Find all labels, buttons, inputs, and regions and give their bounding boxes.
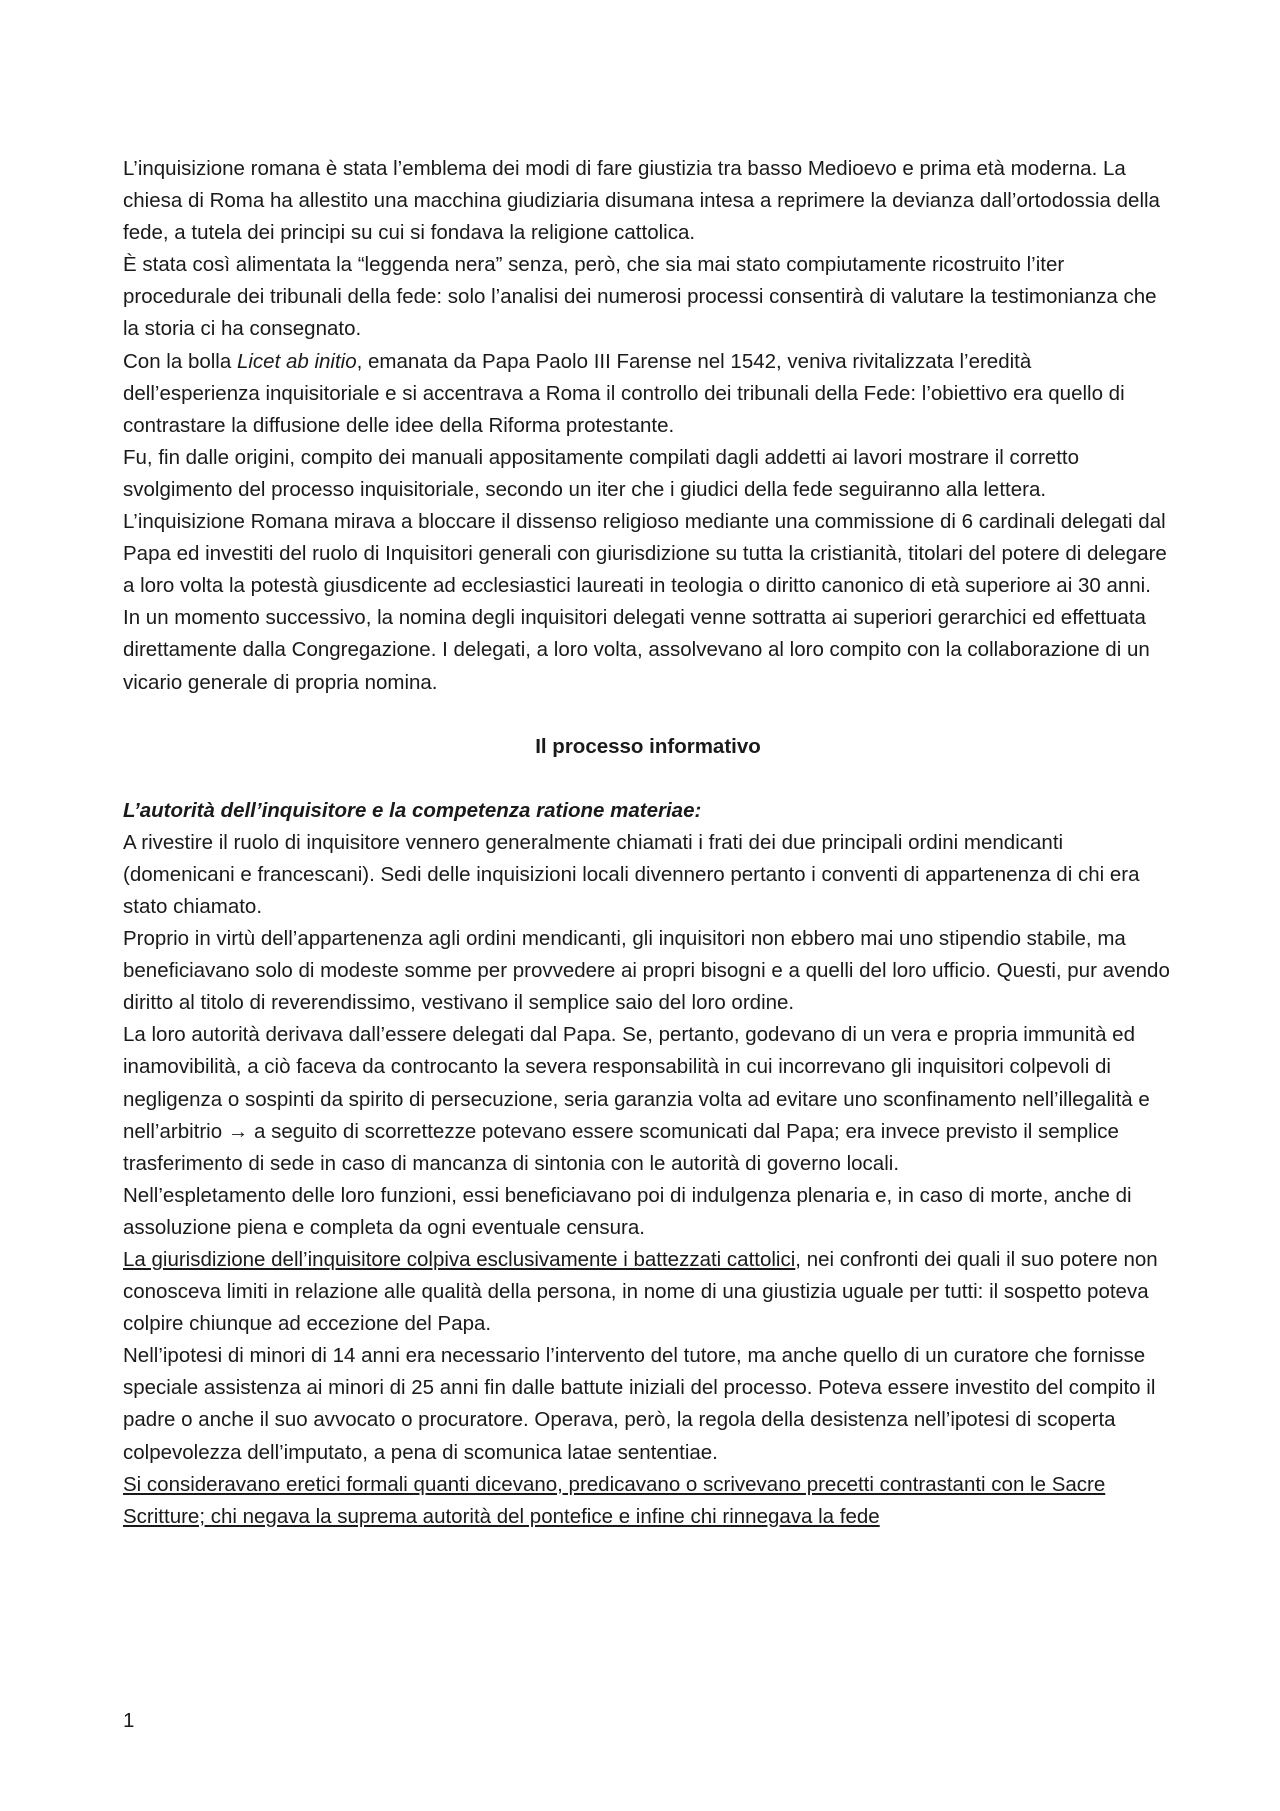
bull-title: Licet ab initio — [236, 349, 357, 373]
paragraph-intro-3: Con la bolla Licet ab initio, emanata da Papa Paolo III Farense nel 1542, veniva rivitalizzata l’eredità dell’esperienza inquisitoriale e si accentrava a Roma il controllo dei tribunali della Fede: l’obiettivo era quello di contrastare la diffusione delle idee della Riforma protestante. — [123, 349, 1125, 437]
paragraph-body-4: Nell’espletamento delle loro funzioni, essi beneficiavano poi di indulgenza plenaria e, in caso di morte, anche di assoluzione piena e completa da ogni eventuale censura. — [123, 1183, 1132, 1239]
page-number: 1 — [123, 1709, 135, 1732]
paragraph-intro-5: L’inquisizione Romana mirava a bloccare il dissenso religioso mediante una commissione di 6 cardinali delegati dal Papa ed investiti del ruolo di Inquisitori generali con giurisdizione su tutta la cristianità, titolari del potere di delegare a loro volta la potestà giusdicente ad ecclesiastici laureati in teologia o diritto canonico di età superiore ai 30 anni. — [123, 510, 1167, 598]
section-heading: Il processo informativo — [535, 734, 761, 758]
paragraph-intro-2: È stata così alimentata la “leggenda nera” senza, però, che sia mai stato compiutamente ricostruito l’iter procedurale dei tribunali della fede: solo l’analisi dei numerosi processi consentirà di valutare la testimonianza che la storia ci ha consegnato. — [123, 253, 1157, 341]
paragraph-body-2: Proprio in virtù dell’appartenenza agli ordini mendicanti, gli inquisitori non ebbero mai uno stipendio stabile, ma beneficiavano solo di modeste somme per provvedere ai propri bisogni e a quelli del loro ufficio. Questi, pur avendo diritto al titolo di reverendissimo, vestivano il semplice saio del loro ordine. — [123, 927, 1170, 1015]
paragraph-body-5: La giurisdizione dell’inquisitore colpiva esclusivamente i battezzati cattolici, nei confronti dei quali il suo potere non conosceva limiti in relazione alle qualità della persona, in nome di una giustizia uguale per tutti: il sospetto poteva colpire chiunque ad eccezione del Papa. — [123, 1248, 1158, 1336]
underlined-text: Si consideravano eretici formali quanti dicevano, predicavano o scrivevano precetti contrastanti con le Sacre Scritture; chi negava la suprema autorità del pontefice e infine chi rinnegava la fede — [123, 1472, 1106, 1528]
paragraph-body-1: A rivestire il ruolo di inquisitore vennero generalmente chiamati i frati dei due principali ordini mendicanti (domenicani e francescani). Sedi delle inquisizioni locali divennero pertanto i conventi di appartenenza di chi era stato chiamato. — [123, 830, 1140, 918]
document-body — [123, 153, 1173, 1533]
subsection-heading: L’autorità dell’inquisitore e la competenza ratione materiae: — [123, 798, 702, 822]
paragraph-body-6: Nell’ipotesi di minori di 14 anni era necessario l’intervento del tutore, ma anche quello di un curatore che fornisse speciale assistenza ai minori di 25 anni fin dalle battute iniziali del processo. Poteva essere investito del compito il padre o anche il suo avvocato o procuratore. Operava, però, la regola della desistenza nell’ipotesi di scoperta colpevolezza dell’imputato, a pena di scomunica latae sententiae. — [123, 1344, 1156, 1464]
underlined-text: La giurisdizione dell’inquisitore colpiva esclusivamente i battezzati cattolici — [123, 1248, 796, 1271]
arrow-right-icon: → — [227, 1119, 249, 1143]
paragraph-body-7 — [123, 1469, 1173, 1533]
paragraph-intro-1: L’inquisizione romana è stata l’emblema dei modi di fare giustizia tra basso Medioevo e prima età moderna. La chiesa di Roma ha allestito una macchina giudiziaria disumana intesa a reprimere la devianza dall’ortodossia della fede, a tutela dei principi su cui si fondava la religione cattolica. — [123, 157, 1160, 245]
paragraph-intro-4: Fu, fin dalle origini, compito dei manuali appositamente compilati dagli addetti ai lavori mostrare il corretto svolgimento del processo inquisitoriale, secondo un iter che i giudici della fede seguiranno alla lettera. — [123, 445, 1079, 501]
paragraph-intro-6: In un momento successivo, la nomina degli inquisitori delegati venne sottratta ai superiori gerarchici ed effettuata direttamente dalla Congregazione. I delegati, a loro volta, assolvevano al loro compito con la collaborazione di un vicario generale di propria nomina. — [123, 606, 1150, 694]
paragraph-body-3: La loro autorità derivava dall’essere delegati dal Papa. Se, pertanto, godevano di un vera e propria immunità ed inamovibilità, a ciò faceva da controcanto la severa responsabilità in cui incorrevano gli inquisitori colpevoli di negligenza o sospinti da spirito di persecuzione, seria garanzia volta ad evitare uno sconfinamento nell’illegalità e nell’arbitrio → a seguito di scorrettezze potevano essere scomunicati dal Papa; era invece previsto il semplice trasferimento di sede in caso di mancanza di sintonia con le autorità di governo locali. — [123, 1023, 1150, 1175]
